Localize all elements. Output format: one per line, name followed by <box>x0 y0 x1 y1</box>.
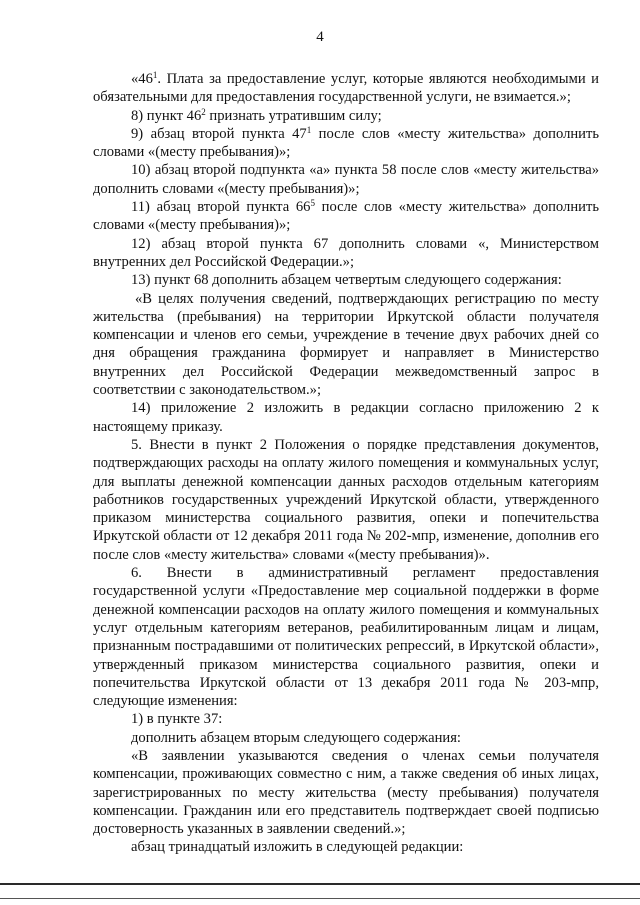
paragraph-section-6: 6. Внести в административный регламент предоставления государственной услуги «Предоставление мер социальной поддержки в форме денежной компенсации расходов на оплату жилого помещения и коммунальных услуг отдельным категориям ветеранов, реабилитированным лицам и лицам, признанным пострадавшими от политических репрессий, в Иркутской области», утвержденный приказом министерства социального развития, опеки и попечительства Иркутской области от 13 декабря 2011 года № 203-мпр, следующие изменения: <box>93 565 599 710</box>
document-body <box>93 70 599 857</box>
page-number: 4 <box>316 29 324 45</box>
paragraph-item-11: 11) абзац второй пункта $66^5$ после слов «месту жительства» дополнить словами «(месту пребывания)»; <box>93 198 599 234</box>
paragraph-add-second-abzac: дополнить абзацем вторым следующего содержания: <box>131 729 461 746</box>
paragraph-quote-application: «В заявлении указываются сведения о членах семьи получателя компенсации, проживающих совместно с ним, а также сведения об иных лицах, зарегистрированных по месту жительства (месту пребывания) получателя компенсации. Гражданин или его представитель подтверждает своей подписью достоверность указанных в заявлении сведений.»; <box>93 747 599 838</box>
paragraph-item-10: 10) абзац второй подпункта «а» пункта 58 после слов «месту жительства» дополнить словами «(месту пребывания)»; <box>93 162 599 197</box>
paragraph-section-5: 5. Внести в пункт 2 Положения о порядке представления документов, подтверждающих расходы на оплату жилого помещения и коммунальных услуг, для выплаты денежной компенсации данных расходов отдельным категориям работников государственных учреждений Иркутской области, утвержденного приказом министерства социального развития, опеки и попечительства Иркутской области от 12 декабря 2011 года № 202-мпр, изменение, дополнив его после слов «месту жительства» словами «(месту пребывания)». <box>93 436 599 563</box>
paragraph-46-1-fee-not-charged: «$46^1$. Плата за предоставление услуг, которые являются необходимыми и обязательными для предоставления государственной услуги, не взимается.»; <box>93 70 599 106</box>
paragraph-thirteenth-abzac: абзац тринадцатый изложить в следующей редакции: <box>131 839 464 856</box>
paragraph-item-12: 12) абзац второй пункта 67 дополнить словами «, Министерством внутренних дел Российской Федерации.»; <box>93 235 599 270</box>
paragraph-item-13-quote: «В целях получения сведений, подтверждающих регистрацию по месту жительства (пребывания) на территории Иркутской области получателя компенсации и членов его семьи, учреждение в течение двух рабочих дней со дня обращения гражданина формирует и направляет в Министерство внутренних дел Российской Федерации межведомственный запрос в соответствии с законодательством.»; <box>93 290 599 399</box>
page-bottom-edge-line-lower <box>0 898 640 899</box>
paragraph-item-8: 8) пункт $46^2$ признать утратившим силу; <box>131 106 382 124</box>
paragraph-item-9: 9) абзац второй пункта $47^1$ после слов «месту жительства» дополнить словами «(месту пребывания)»; <box>93 124 599 161</box>
paragraph-item-14: 14) приложение 2 изложить в редакции согласно приложению 2 к настоящему приказу. <box>93 400 599 435</box>
paragraph-sub-1-point-37: 1) в пункте 37: <box>131 711 223 728</box>
page-bottom-edge-line <box>0 883 640 885</box>
paragraph-item-13: 13) пункт 68 дополнить абзацем четвертым следующего содержания: <box>131 272 562 289</box>
